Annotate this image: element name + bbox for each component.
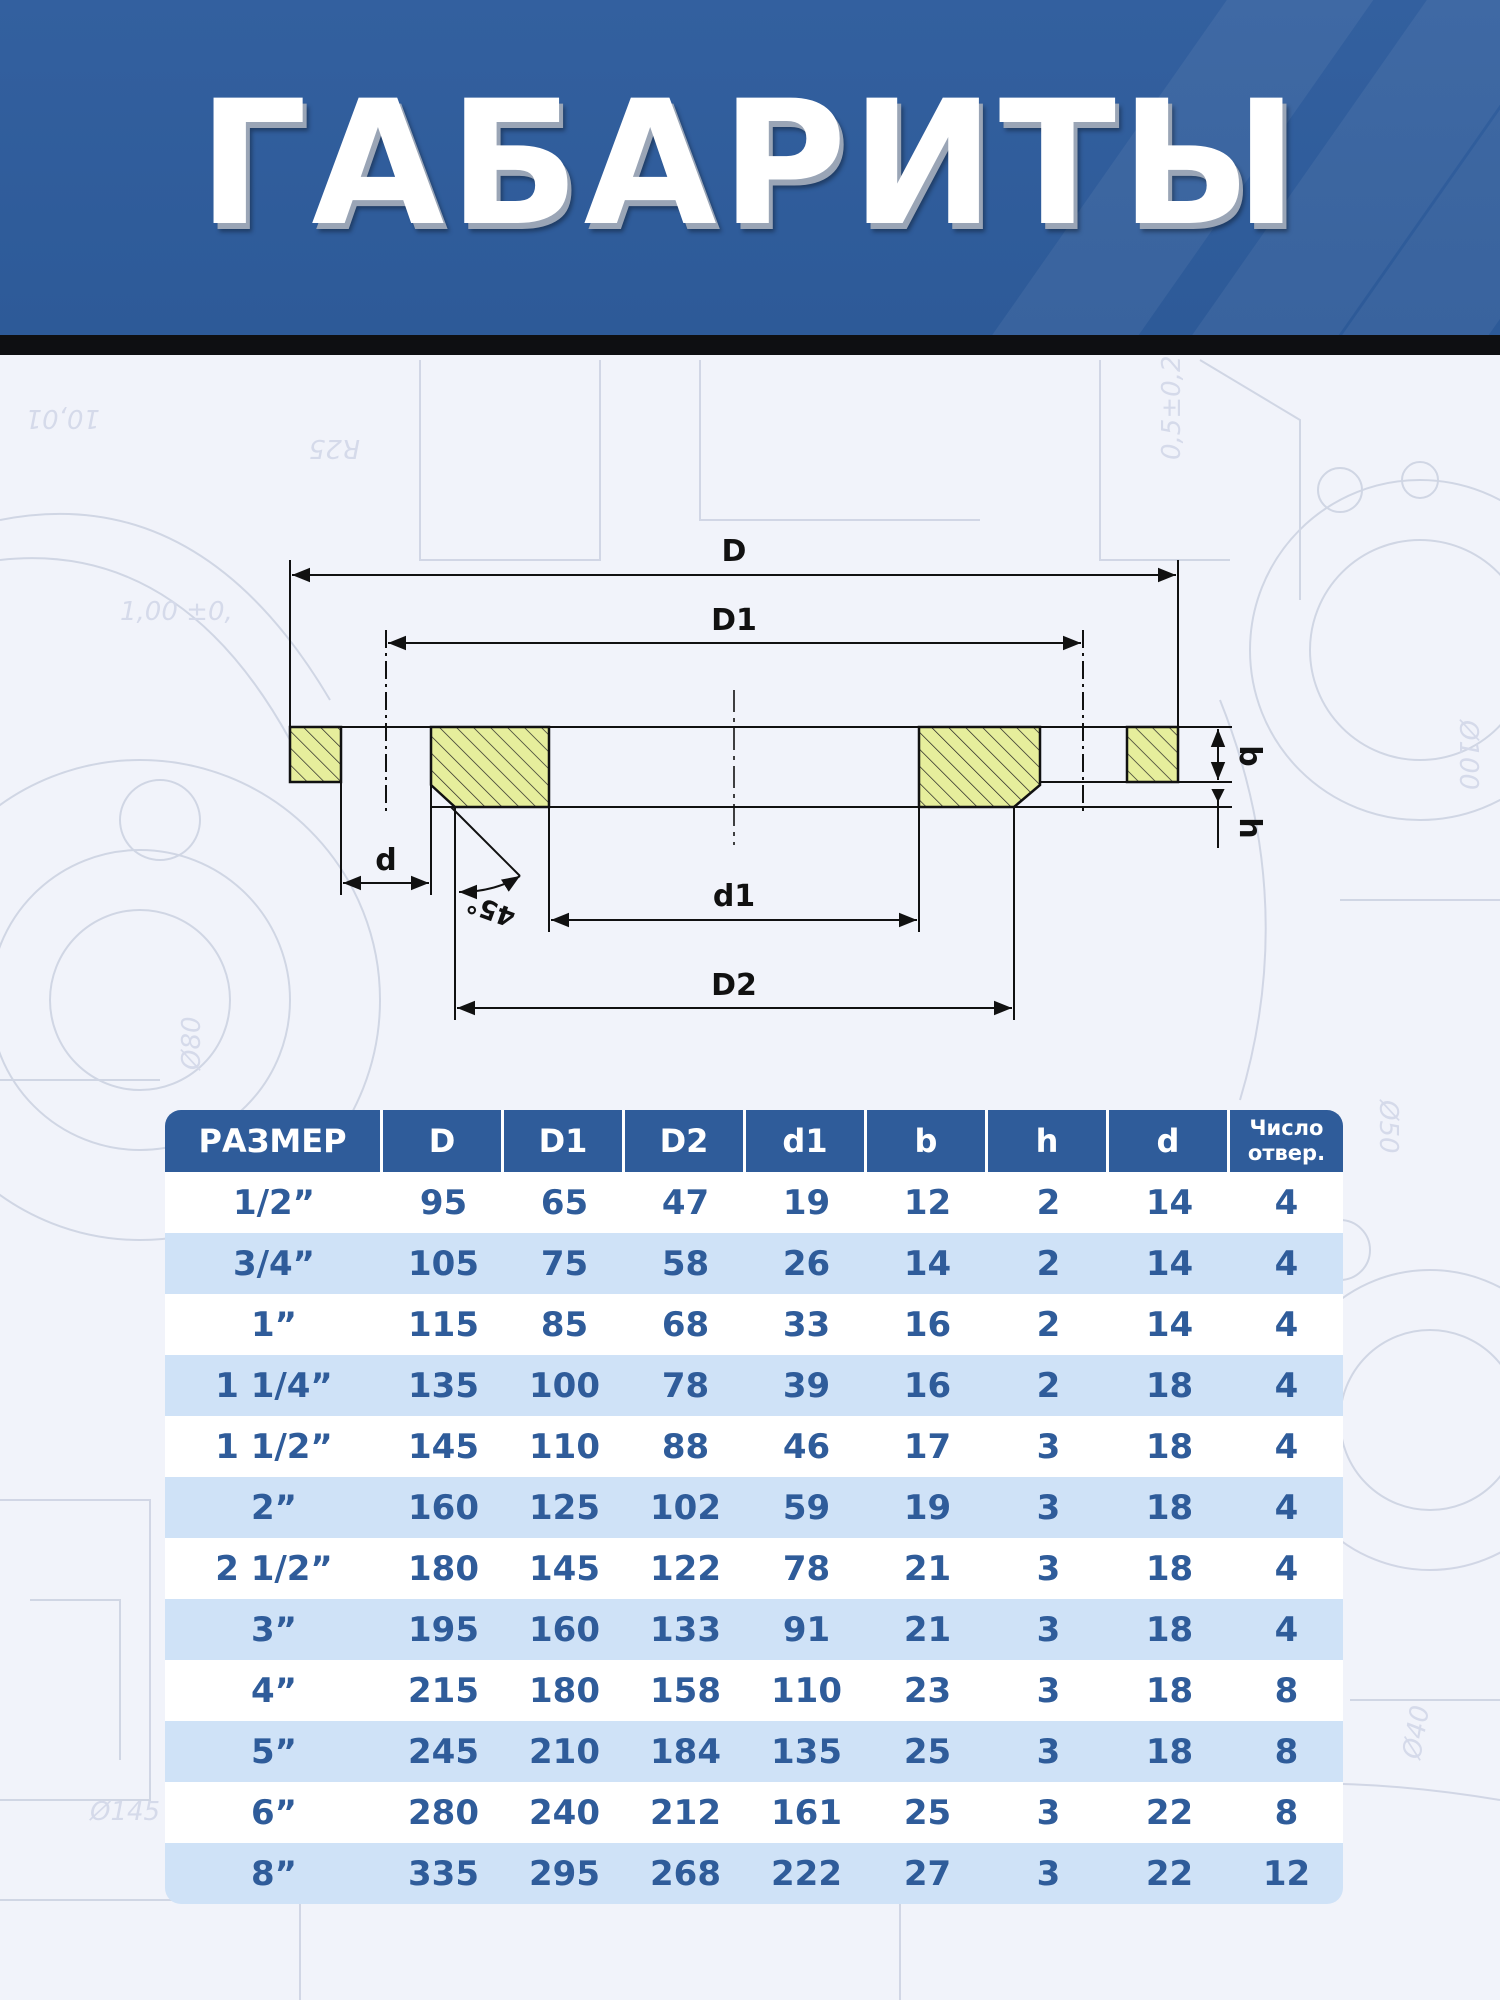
- cell-h: 3: [988, 1538, 1109, 1599]
- cell-holes: 4: [1230, 1233, 1343, 1294]
- dim-label-b: b: [1232, 745, 1267, 767]
- cell-d: 18: [1109, 1355, 1230, 1416]
- cell-d: 18: [1109, 1477, 1230, 1538]
- cell-d: 18: [1109, 1660, 1230, 1721]
- cell-d1: 161: [746, 1782, 867, 1843]
- cell-D1: 85: [504, 1294, 625, 1355]
- cell-D1: 180: [504, 1660, 625, 1721]
- dim-label-D1: D1: [711, 603, 757, 638]
- cell-holes: 8: [1230, 1782, 1343, 1843]
- cell-size: 4”: [165, 1660, 383, 1721]
- cell-d: 18: [1109, 1721, 1230, 1782]
- dim-label-D2: D2: [711, 968, 757, 1003]
- cell-D: 245: [383, 1721, 504, 1782]
- cell-h: 3: [988, 1660, 1109, 1721]
- svg-text:R25: R25: [308, 433, 360, 463]
- header-d: d: [1109, 1110, 1230, 1172]
- cell-D2: 133: [625, 1599, 746, 1660]
- page-title: ГАБАРИТЫ: [197, 63, 1303, 264]
- cell-d1: 135: [746, 1721, 867, 1782]
- cell-D: 195: [383, 1599, 504, 1660]
- table-row: [165, 1355, 1343, 1416]
- cell-h: 2: [988, 1172, 1109, 1233]
- cell-b: 12: [867, 1172, 988, 1233]
- cell-d1: 39: [746, 1355, 867, 1416]
- table-row: [165, 1233, 1343, 1294]
- table-row: [165, 1172, 1343, 1233]
- header-size: РАЗМЕР: [165, 1110, 383, 1172]
- cell-size: 5”: [165, 1721, 383, 1782]
- dimensions-table: [165, 1110, 1343, 1904]
- cell-D1: 100: [504, 1355, 625, 1416]
- cell-D2: 47: [625, 1172, 746, 1233]
- cell-d: 14: [1109, 1294, 1230, 1355]
- header-D: D: [383, 1110, 504, 1172]
- cell-D2: 102: [625, 1477, 746, 1538]
- table-row: [165, 1538, 1343, 1599]
- cell-holes: 8: [1230, 1721, 1343, 1782]
- dim-label-d1: d1: [712, 879, 756, 914]
- dim-label-h: h: [1232, 817, 1267, 839]
- table-row: [165, 1721, 1343, 1782]
- cell-holes: 4: [1230, 1294, 1343, 1355]
- cell-D2: 158: [625, 1660, 746, 1721]
- cell-size: 1/2”: [165, 1172, 383, 1233]
- cell-d: 14: [1109, 1233, 1230, 1294]
- table-row: [165, 1599, 1343, 1660]
- svg-text:0,5±0,2: 0,5±0,2: [1157, 355, 1187, 460]
- header-d1: d1: [746, 1110, 867, 1172]
- cell-D2: 268: [625, 1843, 746, 1904]
- header-holes-line2: отвер.: [1247, 1141, 1326, 1165]
- cell-holes: 12: [1230, 1843, 1343, 1904]
- cell-h: 3: [988, 1721, 1109, 1782]
- svg-text:Ø50: Ø50: [1373, 1100, 1403, 1154]
- cell-holes: 4: [1230, 1416, 1343, 1477]
- table-row: [165, 1416, 1343, 1477]
- cell-size: 3/4”: [165, 1233, 383, 1294]
- svg-text:Ø100: Ø100: [1453, 720, 1483, 791]
- cell-D2: 212: [625, 1782, 746, 1843]
- cell-h: 3: [988, 1477, 1109, 1538]
- cell-d1: 91: [746, 1599, 867, 1660]
- header-holes: [1230, 1110, 1343, 1172]
- table-row: [165, 1477, 1343, 1538]
- header-D1: D1: [504, 1110, 625, 1172]
- cell-b: 23: [867, 1660, 988, 1721]
- cell-D1: 125: [504, 1477, 625, 1538]
- cell-d1: 46: [746, 1416, 867, 1477]
- svg-text:Ø80: Ø80: [177, 1016, 207, 1070]
- cell-h: 2: [988, 1233, 1109, 1294]
- cell-size: 8”: [165, 1843, 383, 1904]
- header-D2: D2: [625, 1110, 746, 1172]
- cell-d1: 110: [746, 1660, 867, 1721]
- cell-D: 280: [383, 1782, 504, 1843]
- cell-d1: 222: [746, 1843, 867, 1904]
- cell-b: 17: [867, 1416, 988, 1477]
- svg-text:Ø40: Ø40: [1397, 1703, 1437, 1762]
- table-row: [165, 1660, 1343, 1721]
- cell-b: 16: [867, 1294, 988, 1355]
- table-row: [165, 1782, 1343, 1843]
- cell-h: 3: [988, 1843, 1109, 1904]
- cell-size: 6”: [165, 1782, 383, 1843]
- cell-d: 18: [1109, 1538, 1230, 1599]
- cell-b: 19: [867, 1477, 988, 1538]
- cell-h: 3: [988, 1782, 1109, 1843]
- cell-h: 2: [988, 1294, 1109, 1355]
- cell-size: 1”: [165, 1294, 383, 1355]
- cell-h: 3: [988, 1416, 1109, 1477]
- cell-D1: 295: [504, 1843, 625, 1904]
- cell-d: 22: [1109, 1843, 1230, 1904]
- cell-D: 95: [383, 1172, 504, 1233]
- cell-d: 14: [1109, 1172, 1230, 1233]
- cell-D2: 184: [625, 1721, 746, 1782]
- svg-text:10,01: 10,01: [25, 403, 100, 433]
- cell-D1: 210: [504, 1721, 625, 1782]
- dim-label-d: d: [375, 843, 397, 878]
- cell-D: 160: [383, 1477, 504, 1538]
- cell-D2: 78: [625, 1355, 746, 1416]
- cell-D1: 110: [504, 1416, 625, 1477]
- cell-b: 27: [867, 1843, 988, 1904]
- cell-b: 21: [867, 1538, 988, 1599]
- cell-size: 2 1/2”: [165, 1538, 383, 1599]
- cell-size: 1 1/4”: [165, 1355, 383, 1416]
- cell-b: 16: [867, 1355, 988, 1416]
- dim-label-angle: 45°: [463, 887, 520, 933]
- cell-D2: 88: [625, 1416, 746, 1477]
- cell-holes: 4: [1230, 1477, 1343, 1538]
- cell-d1: 59: [746, 1477, 867, 1538]
- header-h: h: [988, 1110, 1109, 1172]
- cell-size: 2”: [165, 1477, 383, 1538]
- cell-D: 215: [383, 1660, 504, 1721]
- cell-D: 105: [383, 1233, 504, 1294]
- cell-size: 3”: [165, 1599, 383, 1660]
- cell-d1: 26: [746, 1233, 867, 1294]
- cell-D1: 145: [504, 1538, 625, 1599]
- cell-b: 14: [867, 1233, 988, 1294]
- cell-D1: 160: [504, 1599, 625, 1660]
- cell-holes: 4: [1230, 1538, 1343, 1599]
- cell-D2: 58: [625, 1233, 746, 1294]
- cell-d: 18: [1109, 1416, 1230, 1477]
- cell-b: 25: [867, 1721, 988, 1782]
- header-holes-line1: Число: [1249, 1116, 1324, 1140]
- cell-b: 21: [867, 1599, 988, 1660]
- cell-holes: 8: [1230, 1660, 1343, 1721]
- cell-D: 180: [383, 1538, 504, 1599]
- cell-D1: 65: [504, 1172, 625, 1233]
- cell-h: 3: [988, 1599, 1109, 1660]
- cell-b: 25: [867, 1782, 988, 1843]
- cell-D2: 68: [625, 1294, 746, 1355]
- cell-D: 145: [383, 1416, 504, 1477]
- table-row: [165, 1843, 1343, 1904]
- cell-D: 115: [383, 1294, 504, 1355]
- cell-d: 18: [1109, 1599, 1230, 1660]
- cell-d1: 19: [746, 1172, 867, 1233]
- cell-holes: 4: [1230, 1599, 1343, 1660]
- cell-d1: 78: [746, 1538, 867, 1599]
- svg-text:1,00 ±0,: 1,00 ±0,: [120, 597, 233, 627]
- cell-h: 2: [988, 1355, 1109, 1416]
- cell-D1: 240: [504, 1782, 625, 1843]
- table-row: [165, 1294, 1343, 1355]
- cell-D: 335: [383, 1843, 504, 1904]
- dim-label-D: D: [721, 534, 747, 569]
- cell-holes: 4: [1230, 1172, 1343, 1233]
- svg-text:Ø145: Ø145: [90, 1797, 161, 1827]
- cell-holes: 4: [1230, 1355, 1343, 1416]
- table-header-row: [165, 1110, 1343, 1172]
- cell-D2: 122: [625, 1538, 746, 1599]
- cell-D1: 75: [504, 1233, 625, 1294]
- cell-size: 1 1/2”: [165, 1416, 383, 1477]
- cell-D: 135: [383, 1355, 504, 1416]
- cell-d1: 33: [746, 1294, 867, 1355]
- header-b: b: [867, 1110, 988, 1172]
- cell-d: 22: [1109, 1782, 1230, 1843]
